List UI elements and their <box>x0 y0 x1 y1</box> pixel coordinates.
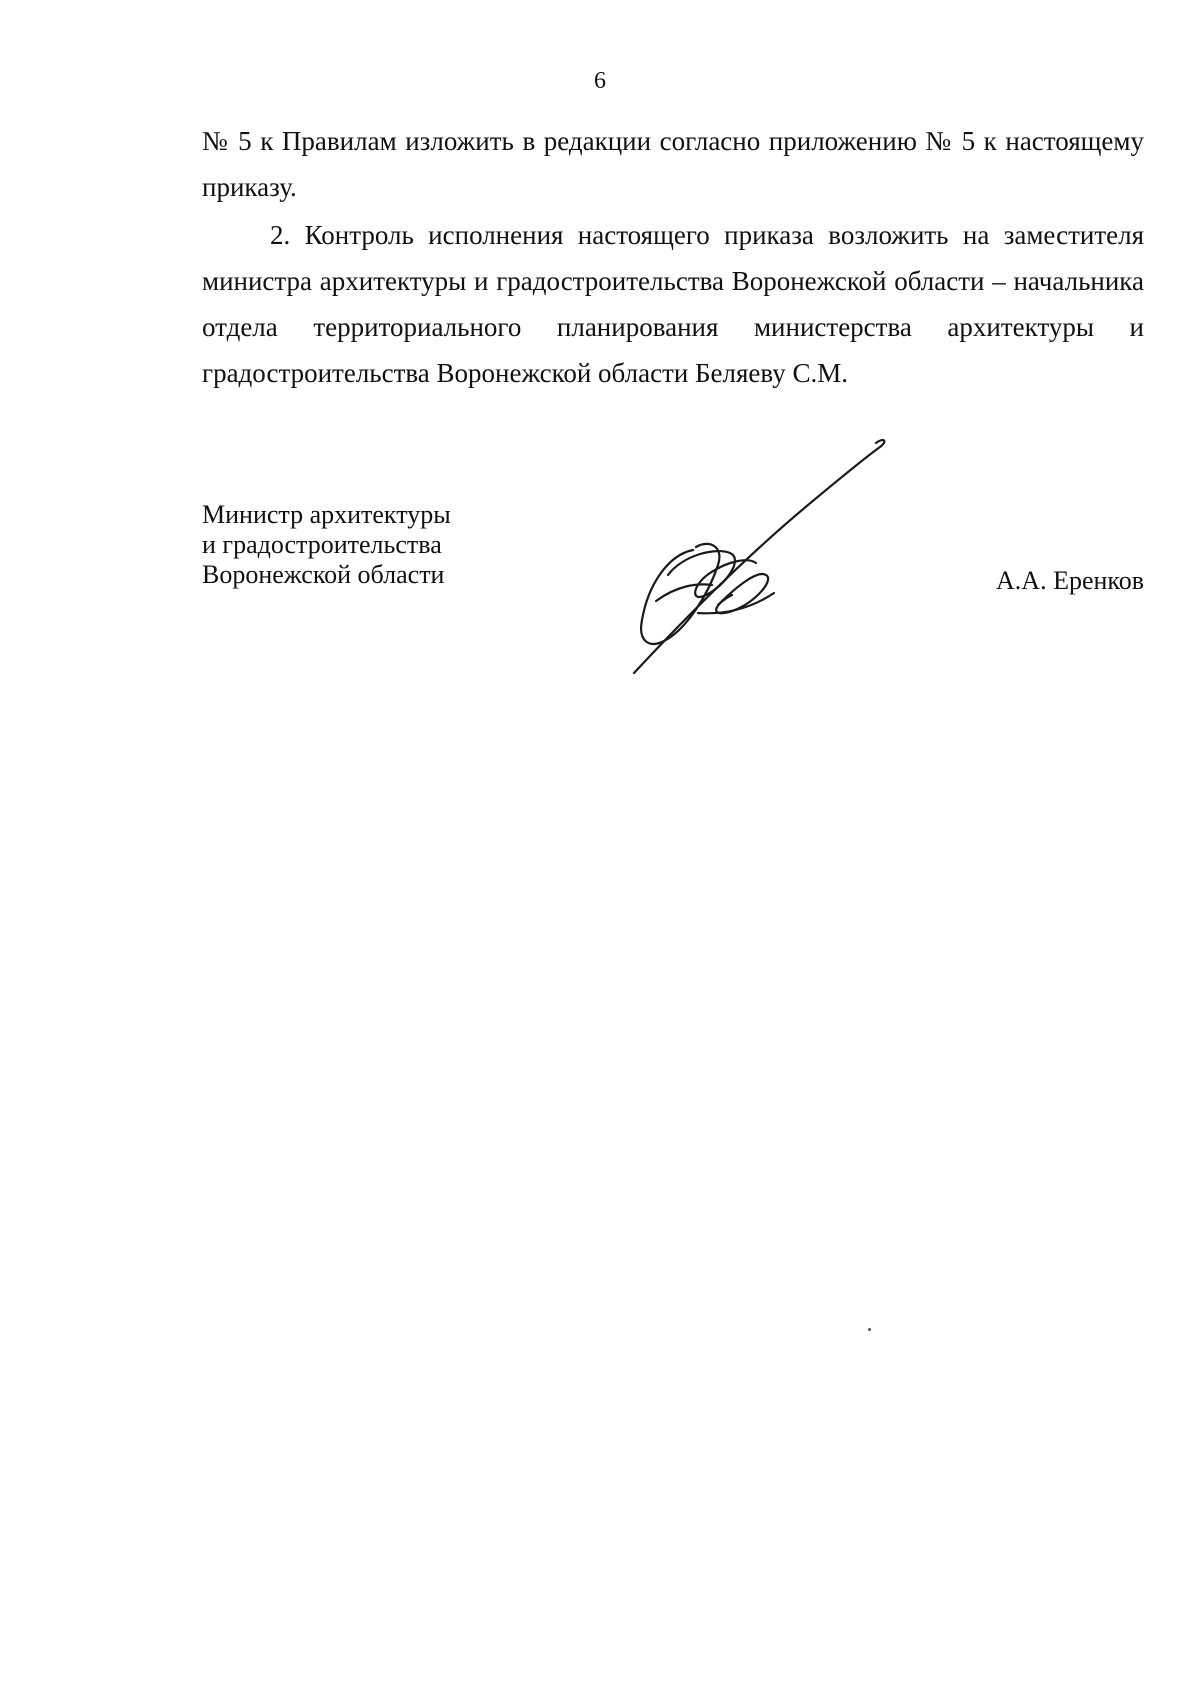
scan-speck <box>868 1328 871 1331</box>
signatory-title-line: Воронежской области <box>202 560 445 589</box>
signatory-title-line: и градостроительства <box>202 530 442 559</box>
signatory-title <box>202 500 451 590</box>
paragraph-continuation: № 5 к Правилам изложить в редакции согласно приложению № 5 к настоящему приказу. <box>202 126 1144 202</box>
signatory-title-line: Министр архитектуры <box>202 500 451 529</box>
handwritten-signature <box>598 435 938 685</box>
paragraph-item-2: 2. Контроль исполнения настоящего приказа возложить на заместителя министра архитектуры и градостроительства Воронежской области – начальника отдела территориального планирования министерства архитектуры и градостроительства Воронежской области Беляеву С.М. <box>202 220 1144 388</box>
page-number: 6 <box>594 68 606 94</box>
signatory-name: А.А. Еренков <box>996 566 1144 595</box>
document-body <box>202 118 1144 398</box>
